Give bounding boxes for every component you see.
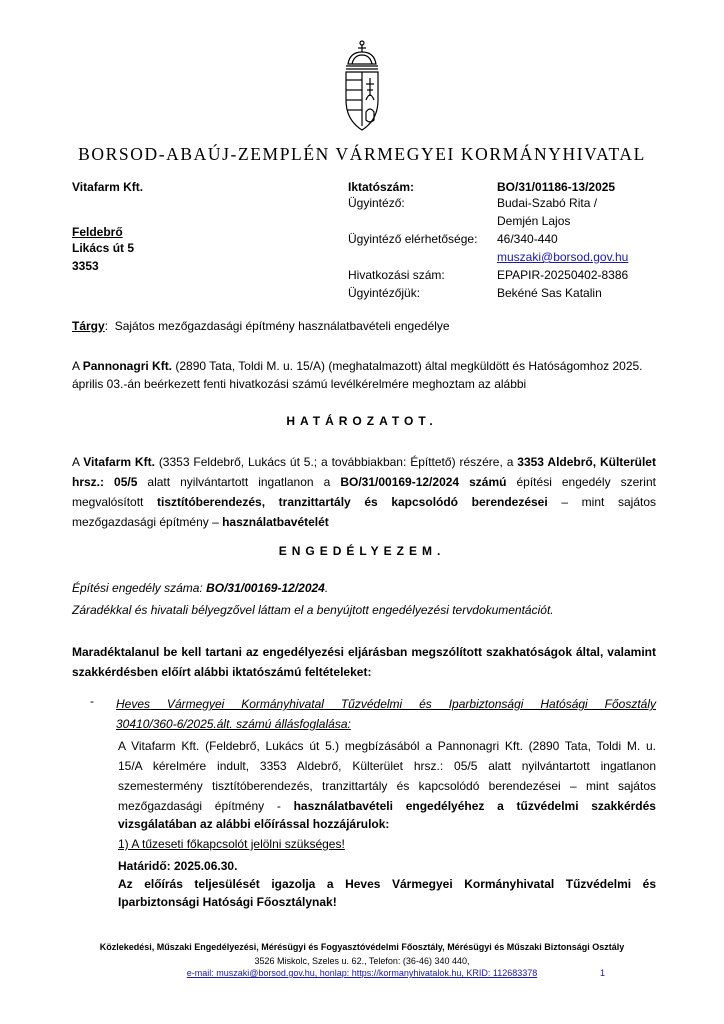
decision-line-2 xyxy=(72,472,656,492)
recipient-zip: 3353 xyxy=(72,259,99,273)
authority-body-4 xyxy=(118,796,656,816)
decision-permit-ref: BO/31/00169-12/2024 számú xyxy=(340,475,507,489)
conditions-intro-line-2: szakkérdésben előírt alábbi iktatószámú feltételeket: xyxy=(72,665,372,679)
decision-line-1 xyxy=(72,452,656,472)
recipient-city: Feldebrő xyxy=(72,225,123,239)
meta-label-reference: Hivatkozási szám: xyxy=(348,268,445,282)
conditions-intro-line-1: Maradéktalanul be kell tartani az engedélyezési eljárásban megszólított szakhatóságok által, valamint xyxy=(72,645,656,659)
decision-text: A xyxy=(72,455,84,469)
subject-colon: : xyxy=(104,319,109,333)
footer-department: Közlekedési, Műszaki Engedélyezési, Mérésügyi és Fogyasztóvédelmi Főosztály, Mérésügyi és Műszaki Biztonsági Osztály xyxy=(99,942,625,952)
decision-text: – mint sajátos xyxy=(547,495,656,509)
decision-location: 3353 Aldebrő, Külterület xyxy=(517,455,656,469)
decision-text: mezőgazdasági építmény – xyxy=(72,515,223,529)
requirement-item: 1) A tűzeseti főkapcsolót jelölni szükséges! xyxy=(118,837,345,851)
meta-label-officer: Ügyintéző: xyxy=(348,196,405,210)
intro-applicant: Pannonagri Kft. xyxy=(82,359,173,373)
intro-text-b: (2890 Tata, Toldi M. u. 15/A) (meghatalmazott) által megküldött és Hatóságomhoz 2025. xyxy=(172,359,643,373)
decision-builder: Vitafarm Kft. xyxy=(83,455,155,469)
decision-line-4 xyxy=(72,512,656,532)
authority-text-bold: használatbavételi engedélyéhez a tűzvédelmi szakkérdés xyxy=(293,799,656,813)
subject-text: Sajátos mezőgazdasági építmény használatbavételi engedélye xyxy=(114,319,450,333)
meta-value-reference: EPAPIR-20250402-8386 xyxy=(497,268,629,282)
authority-title-line-1: Heves Vármegyei Kormányhivatal Tűzvédelmi és Iparbiztonsági Hatósági Főosztály xyxy=(116,697,656,711)
meta-value-their-officer: Bekéné Sas Katalin xyxy=(497,286,602,300)
clause-line: Záradékkal és hivatali bélyegzővel láttam el a benyújtott engedélyezési tervdokumentációt. xyxy=(72,603,554,617)
intro-line-1 xyxy=(72,356,656,376)
meta-value-email-link[interactable]: muszaki@borsod.gov.hu xyxy=(497,250,629,264)
meta-value-file-number: BO/31/01186-13/2025 xyxy=(497,180,616,194)
permit-number-line xyxy=(72,578,656,598)
meta-value-phone: 46/340-440 xyxy=(497,232,558,246)
decision-equipment: tisztítóberendezés, tranzittartály és kapcsolódó berendezései xyxy=(157,495,548,509)
intro-text-a: A xyxy=(72,359,83,373)
permit-number-dot: . xyxy=(324,581,329,595)
meta-value-officer-2: Demjén Lajos xyxy=(497,214,571,228)
authority-text: mezőgazdasági építmény - xyxy=(118,799,294,813)
permit-number-label: Építési engedély száma: xyxy=(72,581,207,595)
decision-occupancy: használatbavételét xyxy=(222,515,329,529)
authority-body-3: szemestermény tisztítóberendezés, tranzittartály és kapcsolódó berendezései – mint sajátos xyxy=(118,779,656,793)
bullet-dash: - xyxy=(90,694,94,708)
hungarian-coat-of-arms-icon xyxy=(340,40,384,134)
page-number: 1 xyxy=(600,968,606,978)
proof-line-2: Iparbiztonsági Hatósági Főosztálynak! xyxy=(118,895,337,909)
meta-label-file-number: Iktatószám: xyxy=(348,180,415,194)
authority-body-5: vizsgálatában az alábbi előírással hozzájárulok: xyxy=(118,817,390,831)
decision-parcel: hrsz.: 05/5 xyxy=(72,475,138,489)
decision-text: építési engedély szerint xyxy=(506,475,656,489)
authority-body-2: 15/A kérelmére indult, 3353 Aldebrő, Külterület hrsz.: 05/5 alatt nyilvántartott ingatlanon xyxy=(118,759,656,773)
meta-label-contact: Ügyintéző elérhetősége: xyxy=(348,232,478,246)
meta-value-officer: Budai-Szabó Rita / xyxy=(497,196,598,210)
decision-text: alatt nyilvántartott ingatlanon a xyxy=(137,475,341,489)
recipient-street: Likács út 5 xyxy=(72,241,135,255)
meta-label-their-officer: Ügyintézőjük: xyxy=(348,286,421,300)
decision-line-3 xyxy=(72,492,656,512)
decision-text: megvalósított xyxy=(72,495,158,509)
intro-line-2: április 03.-án beérkezett fenti hivatkozási számú levélkérelmére meghoztam az alábbi xyxy=(72,377,527,391)
subject-label: Tárgy xyxy=(72,319,105,333)
permit-number-value: BO/31/00169-12/2024 xyxy=(206,581,325,595)
authority-title-line-2: 30410/360-6/2025.ált. számú állásfoglalása: xyxy=(116,717,351,731)
proof-line-1: Az előírás teljesülését igazolja a Heves Vármegyei Kormányhivatal Tűzvédelmi és xyxy=(118,877,656,891)
agency-name: BORSOD-ABAÚJ-ZEMPLÉN VÁRMEGYEI KORMÁNYHIVATAL xyxy=(78,144,646,164)
footer-contact-link[interactable]: e-mail: muszaki@borsod.gov.hu, honlap: https://kormanyhivatalok.hu, KRID: 112683378 xyxy=(186,968,538,978)
authority-body-1: A Vitafarm Kft. (Feldebrő, Lukács út 5.) megbízásából a Pannonagri Kft. (2890 Tata, Toldi M. u. xyxy=(118,739,656,753)
recipient-name: Vitafarm Kft. xyxy=(72,180,144,194)
footer-address: 3526 Miskolc, Szeles u. 62., Telefon: (36-46) 340 440, xyxy=(254,956,470,966)
subject-line xyxy=(72,316,656,336)
decision-heading: HATÁROZATOT. xyxy=(286,414,438,428)
decision-text: (3353 Feldebrő, Lukács út 5.; a továbbiakban: Építtető) részére, a xyxy=(154,455,518,469)
permit-heading: ENGEDÉLYEZEM. xyxy=(278,544,446,558)
deadline-line: Határidő: 2025.06.30. xyxy=(118,859,238,873)
